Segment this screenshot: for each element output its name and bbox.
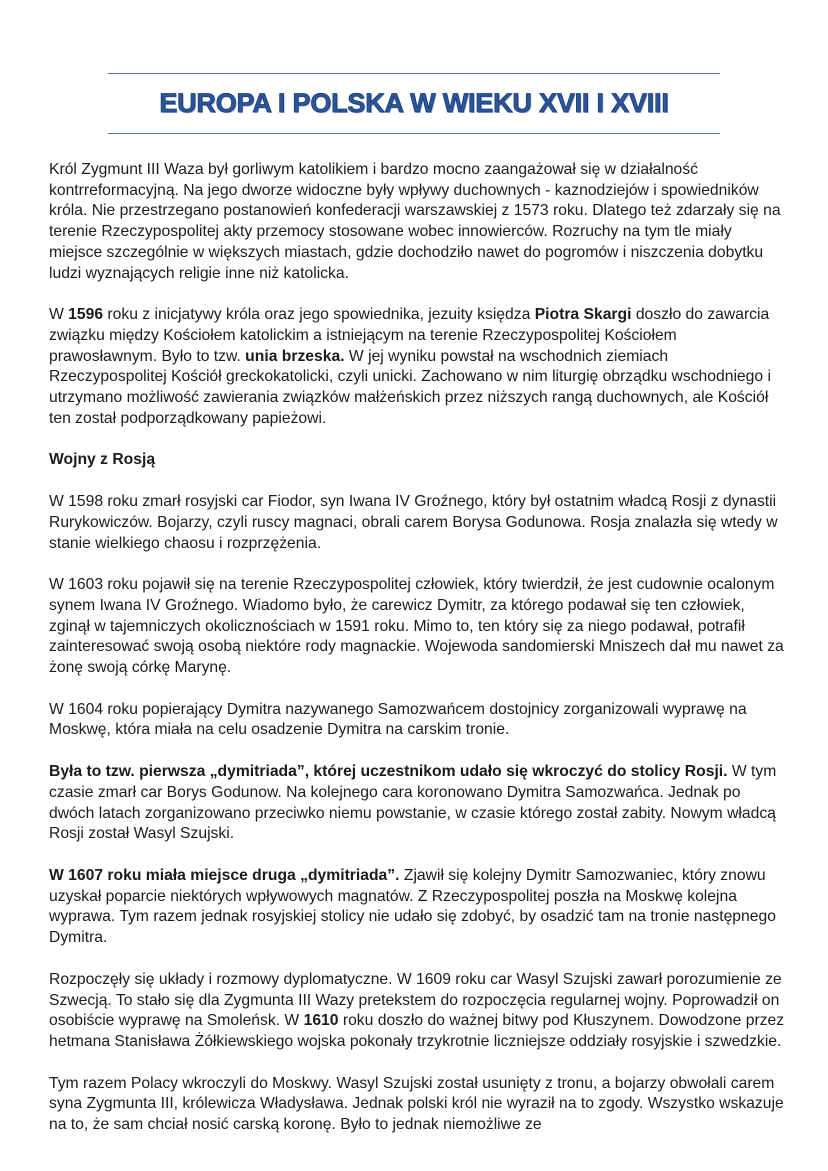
paragraph-1603: W 1603 roku pojawił się na terenie Rzeczypospolitej człowiek, który twierdził, że jest cudownie ocalonym synem Iwana IV Groźnego. Wiadomo było, że carewicz Dymitr, za którego podawał się ten człowiek, zginął w tajemniczych okolicznościach w 1591 roku. Mimo to, ten który się za niego podawał, potrafił zainteresować swoją osobą niektóre rody magnackie. Wojewoda sandomierski Mniszech dał mu nawet za żonę swoją córkę Marynę. bbox=[49, 576, 784, 677]
paragraph-zygmunt: Król Zygmunt III Waza był gorliwym katolikiem i bardzo mocno zaangażował się w działalność kontrreformacyjną. Na jego dworze widoczne były wpływy duchownych - kaznodziejów i spowiedników króla. Nie przestrzegano postanowień konfederacji warszawskiej z 1573 roku. Dlatego też zdarzały się na terenie Rzeczypospolitej akty przemocy stosowane wobec innowierców. Rozruchy na tym tle miały miejsce szczególnie w większych miastach, gdzie dochodziło nawet do pogromów i niszczenia dobytku ludzi wyznających religie inne niż katolicka. bbox=[49, 161, 781, 282]
paragraph-unia-brzeska bbox=[49, 305, 789, 429]
text-run: W tym czasie zmarł car Borys Godunow. Na kolejnego cara koronowano Dymitra Samozwańca. Jednak po dwóch latach zorganizowano przeciwko niemu powstanie, w czasie którego został zabity. Nowym władcą Rosji został Wasyl Szujski. bbox=[49, 763, 777, 843]
text-run: W bbox=[49, 306, 69, 324]
bold-unia-brzeska: unia brzeska. bbox=[245, 347, 345, 365]
text-run: roku doszło do ważnej bitwy pod Kłuszynem. Dowodzone przez hetmana Stanisława Żółkiewskiego wojska pokonały trzykrotnie liczniejsze oddziały rosyjskie i szwedzkie. bbox=[49, 1012, 785, 1050]
title-bottom-rule bbox=[108, 133, 720, 134]
section-heading-wojny-z-rosja: Wojny z Rosją bbox=[49, 451, 156, 469]
paragraph-pierwsza-dymitriada bbox=[49, 762, 789, 845]
paragraph-1598: W 1598 roku zmarł rosyjski car Fiodor, syn Iwana IV Groźnego, który był ostatnim władcą Rosji z dynastii Rurykowiczów. Bojarzy, czyli ruscy magnaci, obrali carem Borysa Godunowa. Rosja znalazła się wtedy w stanie wielkiego chaosu i rozprzężenia. bbox=[49, 493, 778, 552]
document-body bbox=[49, 160, 789, 1157]
paragraph-moskwa: Tym razem Polacy wkroczyli do Moskwy. Wasyl Szujski został usunięty z tronu, a bojarzy obwołali carem syna Zygmunta III, królewicza Władysława. Jednak polski król nie wyraził na to zgody. Wszystko wskazuje na to, że sam chciał nosić carską koronę. Było to jednak niemożliwe ze bbox=[49, 1074, 784, 1134]
text-run: Rozpoczęły się układy i rozmowy dyplomatyczne. W 1609 roku car Wasyl Szujski zawarł porozumienie ze Szwecją. To stało się dla Zygmunta III Wazy pretekstem do rozpoczęcia regularnej wojny. Poprowadził on osobiście wyprawę na Smoleńsk. W bbox=[49, 970, 782, 1030]
paragraph-1604: W 1604 roku popierający Dymitra nazywanego Samozwańcem dostojnicy zorganizowali wyprawę na Moskwę, która miała na celu osadzenie Dymitra na carskim tronie. bbox=[49, 700, 747, 739]
bold-pierwsza-dymitriada: Była to tzw. pierwsza „dymitriada”, której uczestnikom udało się wkroczyć do stolicy Rosji. bbox=[49, 763, 728, 781]
paragraph-1609 bbox=[49, 970, 789, 1053]
text-run: W jej wyniku powstał na wschodnich ziemiach Rzeczypospolitej Kościół greckokatolicki, czyli unicki. Zachowano w nim liturgię obrządku wschodniego i utrzymano możliwość zawierania związków małżeńskich przez niższych rangą duchownych, ale Kościół ten został podporządkowany papieżowi. bbox=[49, 347, 771, 427]
bold-year-1610: 1610 bbox=[303, 1012, 339, 1030]
text-run: roku z inicjatywy króla oraz jego spowiednika, jezuity księdza bbox=[103, 306, 535, 324]
text-run: doszło do zawarcia związku między Kościołem katolickim a istniejącym na terenie Rzeczypospolitej Kościołem prawosławnym. Było to tzw. bbox=[49, 306, 770, 365]
paragraph-druga-dymitriada bbox=[49, 866, 789, 949]
bold-piotr-skarga: Piotra Skargi bbox=[534, 306, 632, 324]
title-top-rule bbox=[108, 73, 720, 74]
text-run: Zjawił się kolejny Dymitr Samozwaniec, który znowu uzyskał poparcie niektórych wpływowych magnatów. Z Rzeczypospolitej poszła na Moskwę kolejna wyprawa. Tym razem jednak rosyjskiej stolicy nie udało się zdobyć, by osadzić tam na tronie następnego Dymitra. bbox=[49, 866, 776, 947]
bold-druga-dymitriada: W 1607 roku miała miejsce druga „dymitriada”. bbox=[49, 866, 400, 884]
bold-year-1596: 1596 bbox=[68, 306, 104, 324]
page-title: EUROPA I POLSKA W WIEKU XVII I XVIII bbox=[159, 88, 669, 118]
